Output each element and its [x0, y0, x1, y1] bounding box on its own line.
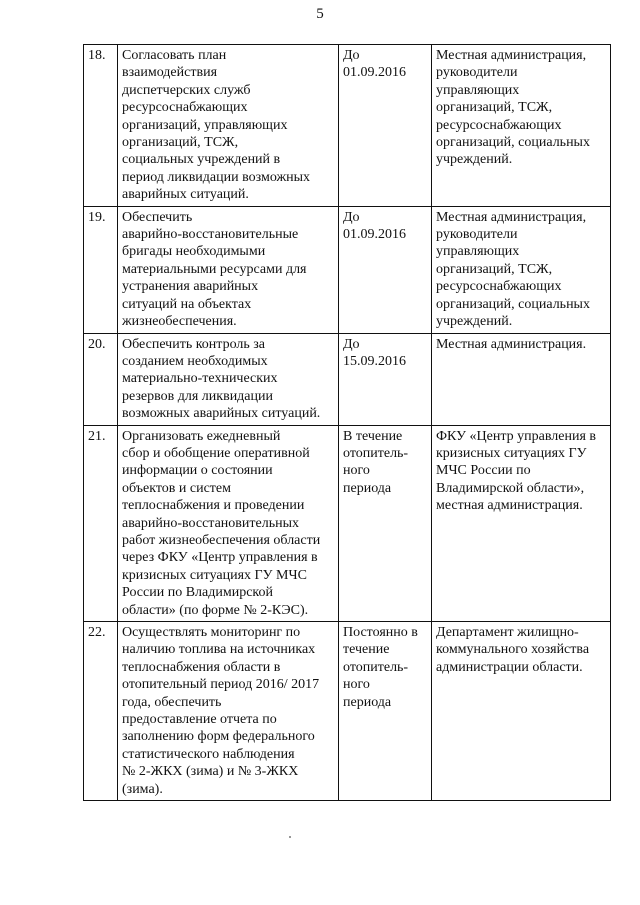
- task-cell: Организовать ежедневный сбор и обобщение оперативной информации о состоянии объектов и систем теплоснабжения и проведении аварийно-восстановительных работ жизнеобеспечения области через ФКУ «Центр управления в кризисных ситуациях ГУ МЧС России по Владимирской области» (по форме № 2-КЭС).: [118, 425, 339, 621]
- responsible-cell: Департамент жилищно- коммунального хозяйства администрации области.: [432, 622, 611, 801]
- deadline-cell: В течение отопитель- ного периода: [339, 425, 432, 621]
- action-plan-table: [83, 44, 611, 801]
- deadline-cell: До 01.09.2016: [339, 45, 432, 207]
- row-number-cell: 21.: [84, 425, 118, 621]
- task-cell: Обеспечить контроль за созданием необходимых материально-технических резервов для ликвидации возможных аварийных ситуаций.: [118, 333, 339, 425]
- page-number: 5: [316, 6, 324, 22]
- row-number-cell: 18.: [84, 45, 118, 207]
- table-row: [84, 206, 611, 333]
- deadline-cell: Постоянно в течение отопитель- ного периода: [339, 622, 432, 801]
- responsible-cell: Местная администрация.: [432, 333, 611, 425]
- deadline-cell: До 15.09.2016: [339, 333, 432, 425]
- table-row: [84, 622, 611, 801]
- responsible-cell: Местная администрация, руководители управляющих организаций, ТСЖ, ресурсоснабжающих организаций, социальных учреждений.: [432, 206, 611, 333]
- table-row: [84, 425, 611, 621]
- scan-speck: [289, 836, 291, 838]
- responsible-cell: ФКУ «Центр управления в кризисных ситуациях ГУ МЧС России по Владимирской области», местная администрация.: [432, 425, 611, 621]
- task-cell: Осуществлять мониторинг по наличию топлива на источниках теплоснабжения области в отопительный период 2016/ 2017 года, обеспечить предоставление отчета по заполнению форм федерального статистического наблюдения № 2-ЖКХ (зима) и № 3-ЖКХ (зима).: [118, 622, 339, 801]
- responsible-cell: Местная администрация, руководители управляющих организаций, ТСЖ, ресурсоснабжающих организаций, социальных учреждений.: [432, 45, 611, 207]
- deadline-cell: До 01.09.2016: [339, 206, 432, 333]
- table-row: [84, 45, 611, 207]
- row-number-cell: 22.: [84, 622, 118, 801]
- task-cell: Обеспечить аварийно-восстановительные бригады необходимыми материальными ресурсами для устранения аварийных ситуаций на объектах жизнеобеспечения.: [118, 206, 339, 333]
- table-row: [84, 333, 611, 425]
- row-number-cell: 20.: [84, 333, 118, 425]
- row-number-cell: 19.: [84, 206, 118, 333]
- task-cell: Согласовать план взаимодействия диспетчерских служб ресурсоснабжающих организаций, управляющих организаций, ТСЖ, социальных учреждений в период ликвидации возможных аварийных ситуаций.: [118, 45, 339, 207]
